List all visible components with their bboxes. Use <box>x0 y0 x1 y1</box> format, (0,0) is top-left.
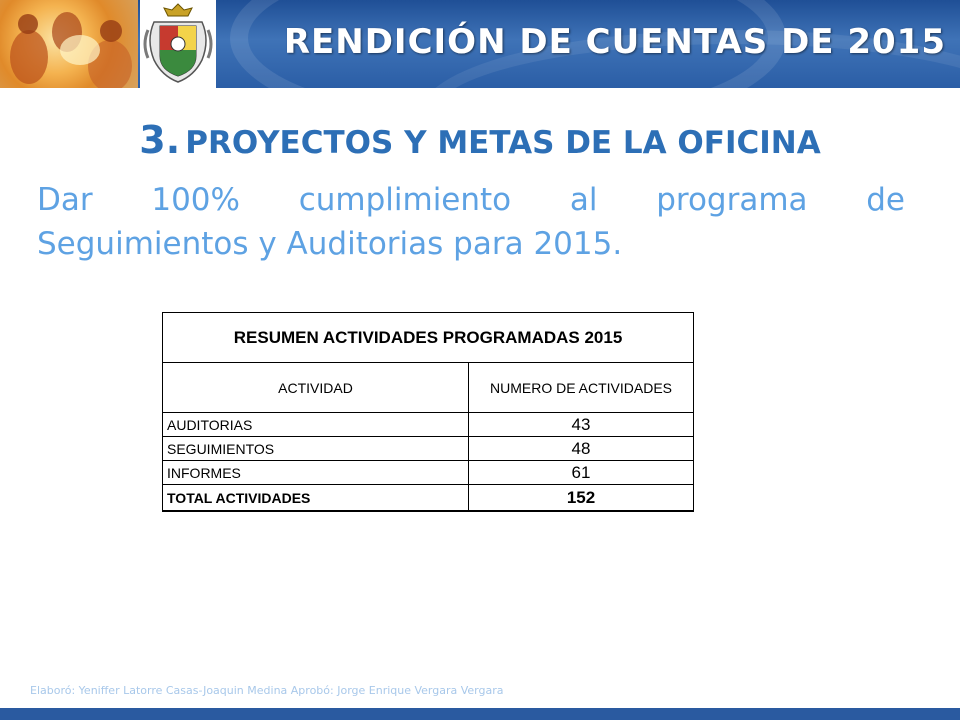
section-title <box>0 118 960 162</box>
activity-cell: SEGUIMIENTOS <box>163 437 469 461</box>
count-cell: 43 <box>469 413 694 437</box>
page-banner-title <box>232 22 946 70</box>
table-title-row <box>163 313 694 363</box>
footer-credits: Elaboró: Yeniffer Latorre Casas-Joaquin Medina Aprobó: Jorge Enrique Vergara Vergara <box>30 684 504 697</box>
goal-line-1 <box>37 178 905 222</box>
section-number: 3. <box>139 118 181 162</box>
column-header-count: NUMERO DE ACTIVIDADES <box>469 363 694 413</box>
column-header-activity: ACTIVIDAD <box>163 363 469 413</box>
header-photo <box>0 0 138 88</box>
coat-of-arms-icon <box>140 0 216 88</box>
goal-word: al <box>569 182 598 218</box>
table-title: RESUMEN ACTIVIDADES PROGRAMADAS 2015 <box>163 313 694 363</box>
summary-table <box>162 312 694 512</box>
goal-line-2: Seguimientos y Auditorias para 2015. <box>37 226 623 262</box>
total-count: 152 <box>469 485 694 512</box>
table-row <box>163 461 694 485</box>
activity-cell: INFORMES <box>163 461 469 485</box>
goal-word: de <box>866 182 905 218</box>
goal-word: 100% <box>151 182 240 218</box>
table-row <box>163 437 694 461</box>
table-total-row <box>163 485 694 512</box>
table-row <box>163 413 694 437</box>
goal-paragraph <box>37 178 905 266</box>
activities-summary-table <box>162 312 693 515</box>
total-label: TOTAL ACTIVIDADES <box>163 485 469 512</box>
goal-word: cumplimiento <box>298 182 512 218</box>
goal-word: programa <box>656 182 808 218</box>
count-cell: 48 <box>469 437 694 461</box>
banner-title-text: RENDICIÓN DE CUENTAS DE 2015 <box>283 22 946 62</box>
header-banner <box>0 0 960 88</box>
count-cell: 61 <box>469 461 694 485</box>
section-title-text: PROYECTOS Y METAS DE LA OFICINA <box>185 125 821 161</box>
activity-cell: AUDITORIAS <box>163 413 469 437</box>
footer-bar <box>0 708 960 720</box>
goal-word: Dar <box>37 182 93 218</box>
table-header-row <box>163 363 694 413</box>
